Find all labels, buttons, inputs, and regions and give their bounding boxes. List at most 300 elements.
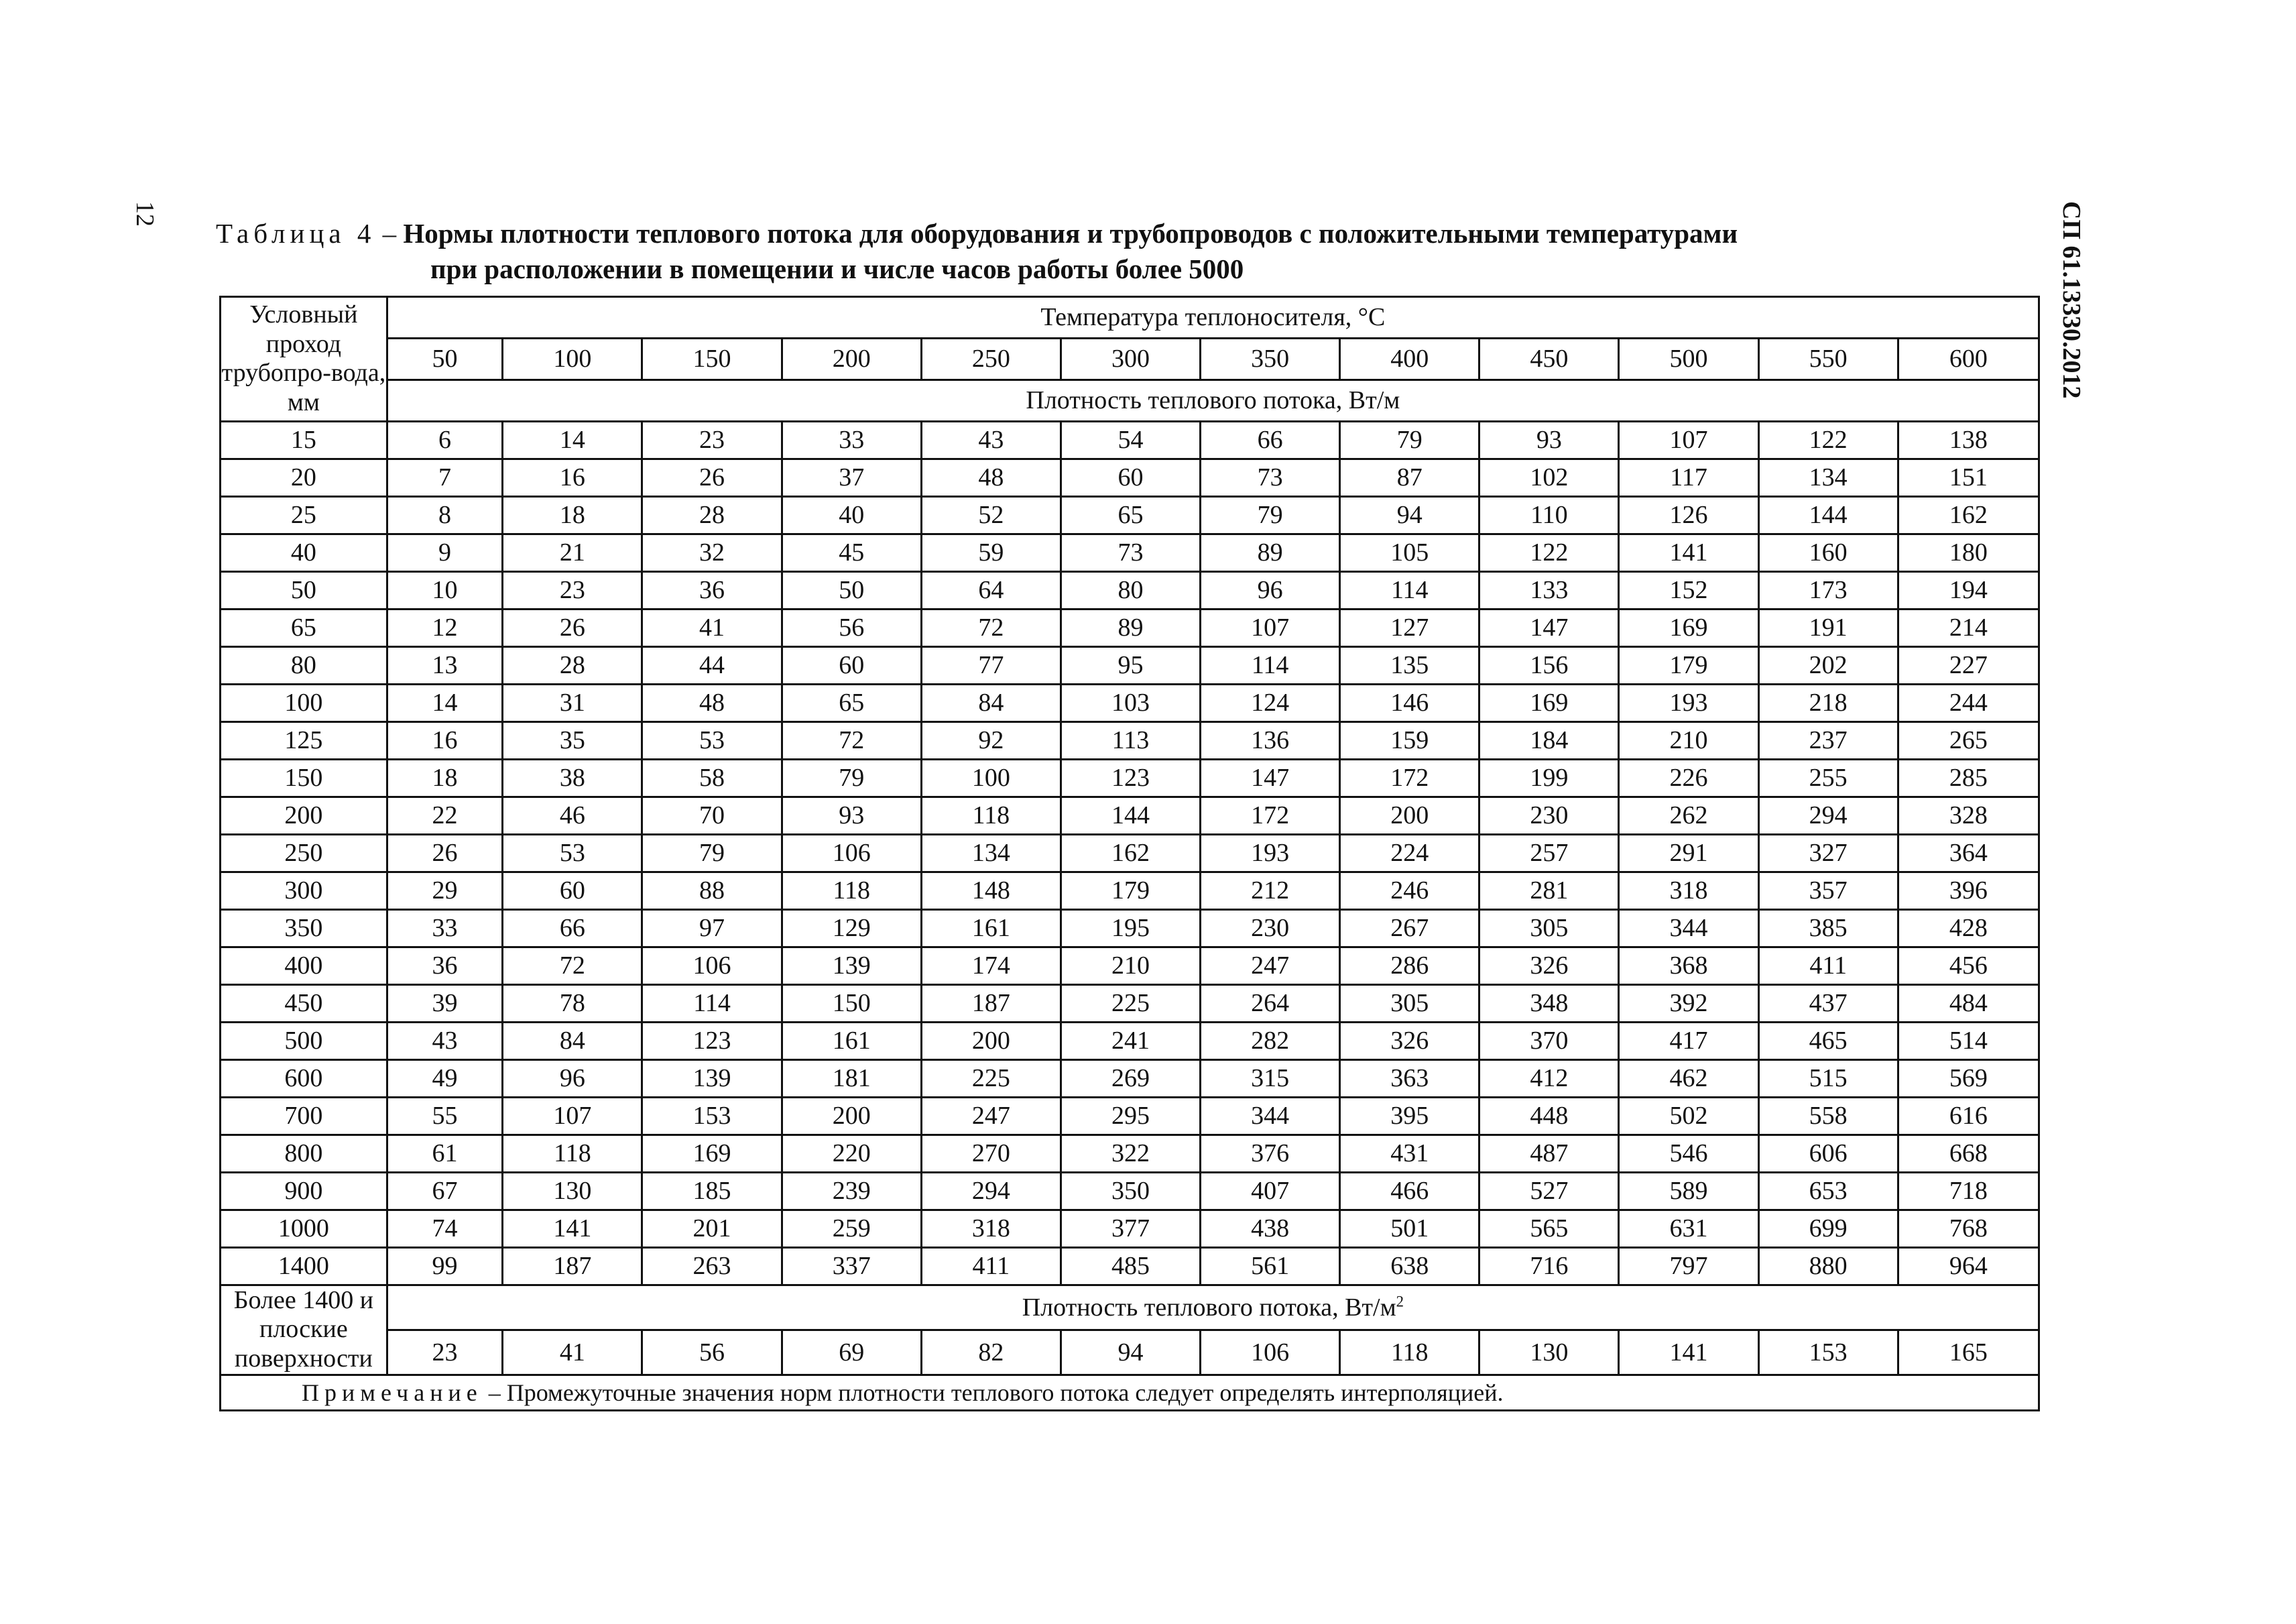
value-cell: 318 — [1619, 872, 1758, 909]
value-cell: 212 — [1201, 872, 1340, 909]
diameter-cell: 80 — [221, 646, 387, 684]
value-cell: 161 — [782, 1022, 921, 1059]
table-row — [221, 947, 2039, 984]
value-cell: 79 — [1201, 496, 1340, 534]
value-cell: 67 — [387, 1172, 503, 1210]
table-row — [221, 797, 2039, 834]
value-cell: 412 — [1479, 1059, 1619, 1097]
value-cell: 485 — [1061, 1247, 1200, 1285]
value-cell: 195 — [1061, 909, 1200, 947]
temperature-header: Температура теплоносителя, °С — [387, 297, 2039, 339]
value-cell: 59 — [921, 534, 1061, 571]
value-cell: 589 — [1619, 1172, 1758, 1210]
value-cell: 395 — [1340, 1097, 1479, 1135]
value-cell: 606 — [1758, 1135, 1898, 1172]
temperature-cell: 150 — [642, 338, 782, 380]
value-cell: 162 — [1898, 496, 2039, 534]
value-cell: 561 — [1201, 1247, 1340, 1285]
value-cell: 72 — [921, 609, 1061, 646]
table-row — [221, 496, 2039, 534]
value-cell: 66 — [503, 909, 642, 947]
caption-dash: – — [375, 218, 404, 249]
value-cell: 184 — [1479, 721, 1619, 759]
value-cell: 14 — [387, 684, 503, 721]
value-cell: 156 — [1479, 646, 1619, 684]
temperature-cell: 400 — [1340, 338, 1479, 380]
diameter-cell: 25 — [221, 496, 387, 534]
value-cell: 456 — [1898, 947, 2039, 984]
value-cell: 95 — [1061, 646, 1200, 684]
value-cell: 326 — [1479, 947, 1619, 984]
diameter-cell: 15 — [221, 421, 387, 459]
value-cell: 64 — [921, 571, 1061, 609]
flat-value-cell: 153 — [1758, 1330, 1898, 1375]
flat-value-cell: 94 — [1061, 1330, 1200, 1375]
temperature-cell: 450 — [1479, 338, 1619, 380]
table-row — [221, 834, 2039, 872]
value-cell: 220 — [782, 1135, 921, 1172]
value-cell: 546 — [1619, 1135, 1758, 1172]
value-cell: 122 — [1479, 534, 1619, 571]
value-cell: 173 — [1758, 571, 1898, 609]
value-cell: 638 — [1340, 1247, 1479, 1285]
temperature-cell: 250 — [921, 338, 1061, 380]
value-cell: 103 — [1061, 684, 1200, 721]
value-cell: 148 — [921, 872, 1061, 909]
flat-unit-row — [221, 1285, 2039, 1330]
value-cell: 26 — [503, 609, 642, 646]
value-cell: 26 — [642, 459, 782, 496]
value-cell: 337 — [782, 1247, 921, 1285]
diameter-cell: 400 — [221, 947, 387, 984]
value-cell: 247 — [921, 1097, 1061, 1135]
diameter-cell: 1400 — [221, 1247, 387, 1285]
value-cell: 134 — [921, 834, 1061, 872]
value-cell: 53 — [642, 721, 782, 759]
value-cell: 45 — [782, 534, 921, 571]
value-cell: 668 — [1898, 1135, 2039, 1172]
value-cell: 291 — [1619, 834, 1758, 872]
value-cell: 13 — [387, 646, 503, 684]
value-cell: 160 — [1758, 534, 1898, 571]
value-cell: 286 — [1340, 947, 1479, 984]
value-cell: 230 — [1201, 909, 1340, 947]
table-row — [221, 1135, 2039, 1172]
value-cell: 136 — [1201, 721, 1340, 759]
value-cell: 43 — [387, 1022, 503, 1059]
table-row — [221, 1059, 2039, 1097]
diameter-cell: 300 — [221, 872, 387, 909]
note — [221, 1375, 2039, 1410]
temperature-values-row — [221, 338, 2039, 380]
value-cell: 281 — [1479, 872, 1619, 909]
temperature-cell: 200 — [782, 338, 921, 380]
value-cell: 348 — [1479, 984, 1619, 1022]
diameter-cell: 350 — [221, 909, 387, 947]
value-cell: 10 — [387, 571, 503, 609]
diameter-cell: 700 — [221, 1097, 387, 1135]
flat-unit-header — [387, 1285, 2039, 1330]
flat-value-cell: 106 — [1201, 1330, 1340, 1375]
value-cell: 179 — [1061, 872, 1200, 909]
value-cell: 411 — [921, 1247, 1061, 1285]
value-cell: 147 — [1479, 609, 1619, 646]
value-cell: 72 — [782, 721, 921, 759]
value-cell: 124 — [1201, 684, 1340, 721]
value-cell: 55 — [387, 1097, 503, 1135]
value-cell: 210 — [1619, 721, 1758, 759]
value-cell: 653 — [1758, 1172, 1898, 1210]
value-cell: 141 — [1619, 534, 1758, 571]
table-row — [221, 1097, 2039, 1135]
value-cell: 97 — [642, 909, 782, 947]
value-cell: 169 — [1479, 684, 1619, 721]
value-cell: 295 — [1061, 1097, 1200, 1135]
flat-values-row — [221, 1330, 2039, 1375]
value-cell: 87 — [1340, 459, 1479, 496]
value-cell: 200 — [921, 1022, 1061, 1059]
value-cell: 631 — [1619, 1210, 1758, 1247]
value-cell: 377 — [1061, 1210, 1200, 1247]
value-cell: 28 — [503, 646, 642, 684]
flat-value-cell: 130 — [1479, 1330, 1619, 1375]
temperature-cell: 350 — [1201, 338, 1340, 380]
value-cell: 187 — [921, 984, 1061, 1022]
table-row — [221, 1247, 2039, 1285]
value-cell: 89 — [1201, 534, 1340, 571]
value-cell: 699 — [1758, 1210, 1898, 1247]
value-cell: 122 — [1758, 421, 1898, 459]
flat-value-cell: 141 — [1619, 1330, 1758, 1375]
value-cell: 259 — [782, 1210, 921, 1247]
value-cell: 70 — [642, 797, 782, 834]
value-cell: 226 — [1619, 759, 1758, 797]
diameter-cell: 125 — [221, 721, 387, 759]
value-cell: 153 — [642, 1097, 782, 1135]
value-cell: 32 — [642, 534, 782, 571]
diameter-cell: 200 — [221, 797, 387, 834]
temperature-cell: 100 — [503, 338, 642, 380]
value-cell: 16 — [387, 721, 503, 759]
value-cell: 8 — [387, 496, 503, 534]
value-cell: 114 — [642, 984, 782, 1022]
table-caption — [216, 216, 1986, 288]
value-cell: 107 — [1619, 421, 1758, 459]
value-cell: 48 — [921, 459, 1061, 496]
value-cell: 113 — [1061, 721, 1200, 759]
value-cell: 368 — [1619, 947, 1758, 984]
value-cell: 66 — [1201, 421, 1340, 459]
value-cell: 225 — [1061, 984, 1200, 1022]
value-cell: 18 — [503, 496, 642, 534]
value-cell: 31 — [503, 684, 642, 721]
value-cell: 193 — [1201, 834, 1340, 872]
value-cell: 327 — [1758, 834, 1898, 872]
value-cell: 107 — [1201, 609, 1340, 646]
value-cell: 40 — [782, 496, 921, 534]
value-cell: 484 — [1898, 984, 2039, 1022]
unit-header-row — [221, 380, 2039, 421]
value-cell: 437 — [1758, 984, 1898, 1022]
note-dash: – — [482, 1379, 507, 1406]
table-row — [221, 571, 2039, 609]
value-cell: 28 — [642, 496, 782, 534]
value-cell: 53 — [503, 834, 642, 872]
value-cell: 185 — [642, 1172, 782, 1210]
value-cell: 269 — [1061, 1059, 1200, 1097]
value-cell: 224 — [1340, 834, 1479, 872]
flat-value-cell: 23 — [387, 1330, 503, 1375]
value-cell: 294 — [921, 1172, 1061, 1210]
temperature-cell: 300 — [1061, 338, 1200, 380]
value-cell: 191 — [1758, 609, 1898, 646]
value-cell: 14 — [503, 421, 642, 459]
temperature-cell: 50 — [387, 338, 503, 380]
diameter-cell: 800 — [221, 1135, 387, 1172]
value-cell: 7 — [387, 459, 503, 496]
value-cell: 78 — [503, 984, 642, 1022]
value-cell: 144 — [1758, 496, 1898, 534]
value-cell: 84 — [921, 684, 1061, 721]
value-cell: 88 — [642, 872, 782, 909]
value-cell: 487 — [1479, 1135, 1619, 1172]
value-cell: 225 — [921, 1059, 1061, 1097]
value-cell: 200 — [782, 1097, 921, 1135]
value-cell: 262 — [1619, 797, 1758, 834]
value-cell: 364 — [1898, 834, 2039, 872]
value-cell: 74 — [387, 1210, 503, 1247]
value-cell: 29 — [387, 872, 503, 909]
heat-flux-norms-table — [219, 296, 2040, 1411]
diameter-cell: 50 — [221, 571, 387, 609]
value-cell: 39 — [387, 984, 503, 1022]
value-cell: 33 — [782, 421, 921, 459]
flat-unit-text: Плотность теплового потока, Вт/м — [1022, 1293, 1396, 1322]
value-cell: 141 — [503, 1210, 642, 1247]
value-cell: 117 — [1619, 459, 1758, 496]
diameter-cell: 40 — [221, 534, 387, 571]
value-cell: 96 — [1201, 571, 1340, 609]
value-cell: 60 — [1061, 459, 1200, 496]
value-cell: 265 — [1898, 721, 2039, 759]
diameter-cell: 600 — [221, 1059, 387, 1097]
flat-unit-superscript: 2 — [1396, 1293, 1404, 1310]
value-cell: 716 — [1479, 1247, 1619, 1285]
value-cell: 263 — [642, 1247, 782, 1285]
value-cell: 33 — [387, 909, 503, 947]
value-cell: 139 — [642, 1059, 782, 1097]
value-cell: 73 — [1201, 459, 1340, 496]
value-cell: 6 — [387, 421, 503, 459]
corner-header: Условный проход трубопро-вода, мм — [221, 297, 387, 422]
value-cell: 23 — [503, 571, 642, 609]
value-cell: 257 — [1479, 834, 1619, 872]
value-cell: 118 — [782, 872, 921, 909]
value-cell: 880 — [1758, 1247, 1898, 1285]
table-row — [221, 684, 2039, 721]
value-cell: 569 — [1898, 1059, 2039, 1097]
value-cell: 106 — [642, 947, 782, 984]
note-label: Примечание — [302, 1379, 483, 1406]
value-cell: 558 — [1758, 1097, 1898, 1135]
value-cell: 227 — [1898, 646, 2039, 684]
value-cell: 107 — [503, 1097, 642, 1135]
value-cell: 93 — [782, 797, 921, 834]
value-cell: 179 — [1619, 646, 1758, 684]
value-cell: 514 — [1898, 1022, 2039, 1059]
value-cell: 285 — [1898, 759, 2039, 797]
value-cell: 201 — [642, 1210, 782, 1247]
diameter-cell: 65 — [221, 609, 387, 646]
value-cell: 151 — [1898, 459, 2039, 496]
value-cell: 35 — [503, 721, 642, 759]
value-cell: 181 — [782, 1059, 921, 1097]
value-cell: 230 — [1479, 797, 1619, 834]
value-cell: 255 — [1758, 759, 1898, 797]
table-row — [221, 759, 2039, 797]
value-cell: 22 — [387, 797, 503, 834]
value-cell: 79 — [642, 834, 782, 872]
table-row — [221, 984, 2039, 1022]
value-cell: 93 — [1479, 421, 1619, 459]
value-cell: 438 — [1201, 1210, 1340, 1247]
table-row — [221, 872, 2039, 909]
value-cell: 94 — [1340, 496, 1479, 534]
diameter-cell: 900 — [221, 1172, 387, 1210]
value-cell: 616 — [1898, 1097, 2039, 1135]
value-cell: 218 — [1758, 684, 1898, 721]
value-cell: 36 — [387, 947, 503, 984]
flat-surfaces-label: Более 1400 и плоские поверхности — [221, 1285, 387, 1375]
value-cell: 282 — [1201, 1022, 1340, 1059]
value-cell: 214 — [1898, 609, 2039, 646]
value-cell: 79 — [782, 759, 921, 797]
value-cell: 328 — [1898, 797, 2039, 834]
flat-value-cell: 82 — [921, 1330, 1061, 1375]
note-text: Промежуточные значения норм плотности теплового потока следует определять интерполяцией. — [506, 1379, 1504, 1406]
value-cell: 244 — [1898, 684, 2039, 721]
value-cell: 44 — [642, 646, 782, 684]
value-cell: 318 — [921, 1210, 1061, 1247]
value-cell: 264 — [1201, 984, 1340, 1022]
value-cell: 99 — [387, 1247, 503, 1285]
diameter-cell: 500 — [221, 1022, 387, 1059]
value-cell: 146 — [1340, 684, 1479, 721]
temperature-cell: 500 — [1619, 338, 1758, 380]
value-cell: 350 — [1061, 1172, 1200, 1210]
value-cell: 21 — [503, 534, 642, 571]
value-cell: 114 — [1340, 571, 1479, 609]
diameter-cell: 20 — [221, 459, 387, 496]
value-cell: 129 — [782, 909, 921, 947]
value-cell: 363 — [1340, 1059, 1479, 1097]
value-cell: 180 — [1898, 534, 2039, 571]
value-cell: 172 — [1340, 759, 1479, 797]
value-cell: 964 — [1898, 1247, 2039, 1285]
value-cell: 36 — [642, 571, 782, 609]
value-cell: 72 — [503, 947, 642, 984]
page-number: 12 — [131, 201, 159, 227]
table-row — [221, 609, 2039, 646]
value-cell: 96 — [503, 1059, 642, 1097]
value-cell: 501 — [1340, 1210, 1479, 1247]
value-cell: 344 — [1201, 1097, 1340, 1135]
value-cell: 49 — [387, 1059, 503, 1097]
diameter-cell: 450 — [221, 984, 387, 1022]
table-row — [221, 534, 2039, 571]
document-code: СП 61.13330.2012 — [2057, 201, 2086, 399]
temperature-cell: 600 — [1898, 338, 2039, 380]
flat-value-cell: 41 — [503, 1330, 642, 1375]
unit-header: Плотность теплового потока, Вт/м — [387, 380, 2039, 421]
value-cell: 54 — [1061, 421, 1200, 459]
flat-value-cell: 56 — [642, 1330, 782, 1375]
value-cell: 718 — [1898, 1172, 2039, 1210]
value-cell: 84 — [503, 1022, 642, 1059]
value-cell: 12 — [387, 609, 503, 646]
value-cell: 169 — [642, 1135, 782, 1172]
table-row — [221, 459, 2039, 496]
value-cell: 23 — [642, 421, 782, 459]
value-cell: 61 — [387, 1135, 503, 1172]
value-cell: 431 — [1340, 1135, 1479, 1172]
value-cell: 106 — [782, 834, 921, 872]
value-cell: 110 — [1479, 496, 1619, 534]
value-cell: 411 — [1758, 947, 1898, 984]
value-cell: 52 — [921, 496, 1061, 534]
value-cell: 152 — [1619, 571, 1758, 609]
table-row — [221, 1022, 2039, 1059]
table-row — [221, 721, 2039, 759]
value-cell: 527 — [1479, 1172, 1619, 1210]
value-cell: 344 — [1619, 909, 1758, 947]
table-row — [221, 909, 2039, 947]
value-cell: 56 — [782, 609, 921, 646]
caption-title-line2: при расположении в помещении и числе часов работы более 5000 — [430, 253, 1244, 285]
value-cell: 105 — [1340, 534, 1479, 571]
table-row — [221, 646, 2039, 684]
value-cell: 127 — [1340, 609, 1479, 646]
value-cell: 134 — [1758, 459, 1898, 496]
value-cell: 102 — [1479, 459, 1619, 496]
caption-title-line1: Нормы плотности теплового потока для оборудования и трубопроводов с положительными температурами — [403, 218, 1738, 249]
value-cell: 58 — [642, 759, 782, 797]
diameter-cell: 1000 — [221, 1210, 387, 1247]
value-cell: 448 — [1479, 1097, 1619, 1135]
value-cell: 18 — [387, 759, 503, 797]
value-cell: 241 — [1061, 1022, 1200, 1059]
value-cell: 159 — [1340, 721, 1479, 759]
value-cell: 502 — [1619, 1097, 1758, 1135]
value-cell: 118 — [503, 1135, 642, 1172]
value-cell: 92 — [921, 721, 1061, 759]
value-cell: 200 — [1340, 797, 1479, 834]
value-cell: 172 — [1201, 797, 1340, 834]
value-cell: 133 — [1479, 571, 1619, 609]
value-cell: 385 — [1758, 909, 1898, 947]
caption-prefix: Таблица 4 — [216, 218, 376, 249]
value-cell: 37 — [782, 459, 921, 496]
value-cell: 305 — [1479, 909, 1619, 947]
value-cell: 80 — [1061, 571, 1200, 609]
value-cell: 174 — [921, 947, 1061, 984]
value-cell: 43 — [921, 421, 1061, 459]
value-cell: 50 — [782, 571, 921, 609]
value-cell: 60 — [503, 872, 642, 909]
value-cell: 100 — [921, 759, 1061, 797]
value-cell: 237 — [1758, 721, 1898, 759]
value-cell: 515 — [1758, 1059, 1898, 1097]
